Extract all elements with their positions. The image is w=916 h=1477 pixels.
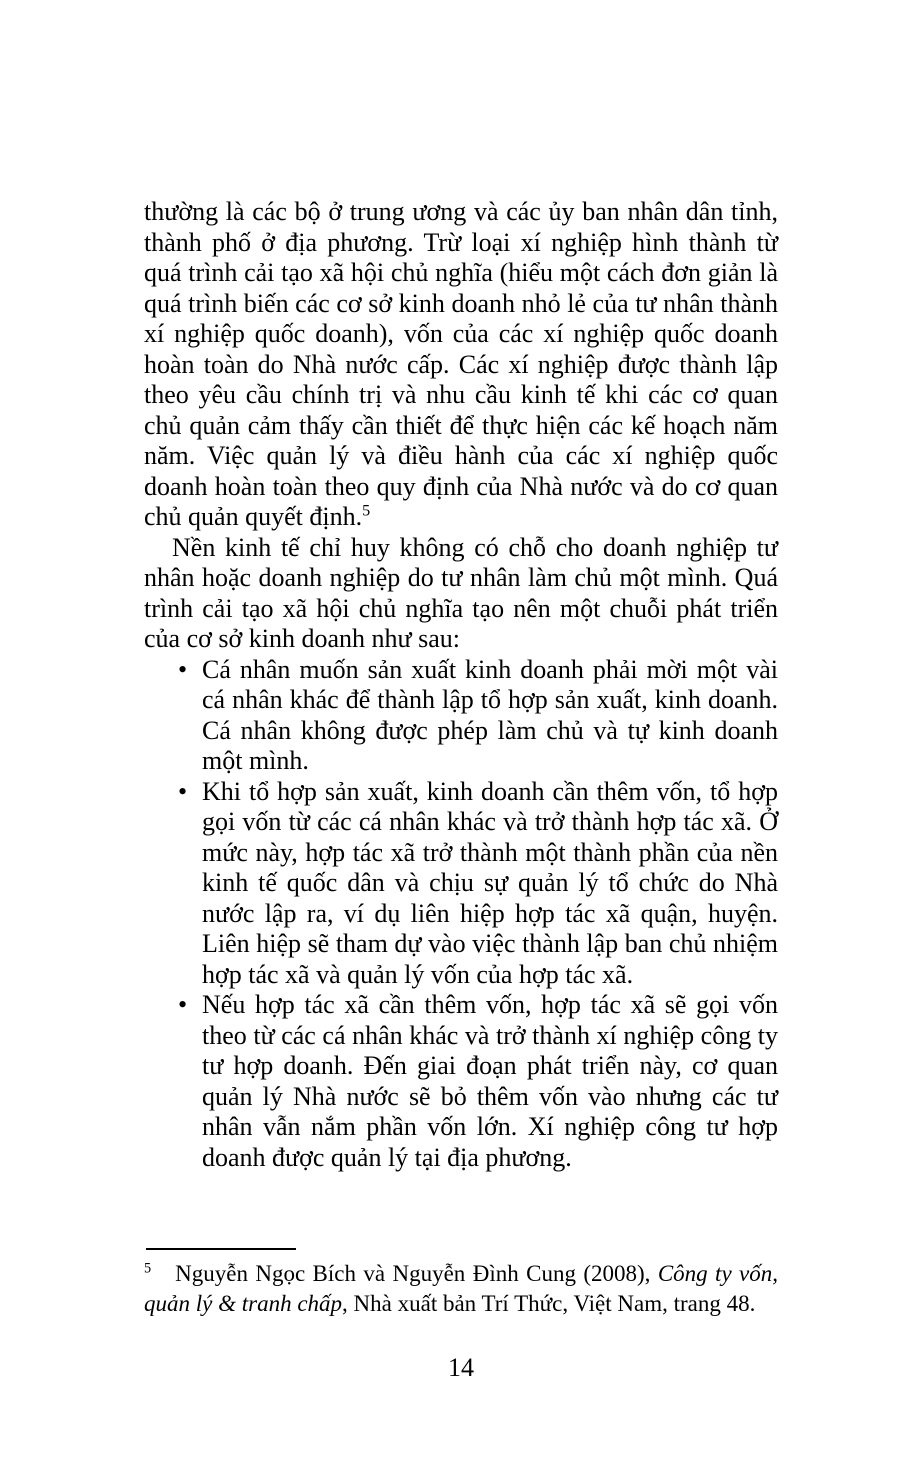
bullet-item-joint-enterprises — [144, 990, 778, 1173]
bullet-item-cooperatives-text: Khi tổ hợp sản xuất, kinh doanh cần thêm vốn, tổ hợp gọi vốn từ các cá nhân khác và trở thành hợp tác xã. Ở mức này, hợp tác xã trở thành một thành phần của nền kinh tế quốc dân và chịu sự quản lý tổ chức do Nhà nước lập ra, ví dụ liên hiệp hợp tác xã quận, huyện. Liên hiệp sẽ tham dự vào việc thành lập ban chủ nhiệm hợp tác xã và quản lý vốn của hợp tác xã. — [202, 776, 778, 989]
footnote-separator-rule — [146, 1248, 296, 1250]
footnote-citation-publisher: , Nhà xuất bản Trí Thức, Việt Nam, trang 48. — [342, 1291, 756, 1316]
bullet-icon: • — [178, 654, 188, 684]
body-text-block — [144, 197, 778, 1173]
bullet-item-cooperatives — [144, 777, 778, 991]
footnote-citation-authors: Nguyễn Ngọc Bích và Nguyễn Đình Cung (2008), — [175, 1261, 658, 1286]
footnote-block — [144, 1248, 778, 1319]
page-number: 14 — [448, 1353, 474, 1382]
bullet-list — [144, 655, 778, 1174]
paragraph-command-economy: Nền kinh tế chỉ huy không có chỗ cho doanh nghiệp tư nhân hoặc doanh nghiệp do tư nhân làm chủ một mình. Quá trình cải tạo xã hội chủ nghĩa tạo nên một chuỗi phát triển của cơ sở kinh doanh như sau: — [144, 532, 778, 653]
footnote-marker: 5 — [144, 1260, 152, 1277]
footnote-citation-book-title: Công ty vốn, quản lý & tranh chấp — [144, 1261, 779, 1316]
bullet-icon: • — [178, 990, 188, 1019]
bullet-item-joint-enterprises-text: Nếu hợp tác xã cần thêm vốn, hợp tác xã sẽ gọi vốn theo từ các cá nhân khác và trở thành xí nghiệp công ty tư hợp doanh. Đến giai đoạn phát triển này, cơ quan quản lý Nhà nước sẽ bỏ thêm vốn vào nhưng các tư nhân vẫn nắm phần vốn lớn. Xí nghiệp công tư hợp doanh được quản lý tại địa phương. — [202, 990, 778, 1172]
bullet-item-individuals-text: Cá nhân muốn sản xuất kinh doanh phải mời một vài cá nhân khác để thành lập tổ hợp sản xuất, kinh doanh. Cá nhân không được phép làm chủ và tự kinh doanh một mình. — [202, 654, 778, 775]
bullet-icon: • — [178, 776, 188, 806]
bullet-item-individuals — [144, 655, 778, 777]
paragraph-state-enterprises — [144, 197, 778, 533]
paragraph-state-enterprises-text: thường là các bộ ở trung ương và các ủy ban nhân dân tỉnh, thành phố ở địa phương. Trừ loại xí nghiệp hình thành từ quá trình cải tạo xã hội chủ nghĩa (hiểu một cách đơn giản là quá trình biến các cơ sở kinh doanh nhỏ lẻ của tư nhân thành xí nghiệp quốc doanh), vốn của các xí nghiệp quốc doanh hoàn toàn do Nhà nước cấp. Các xí nghiệp được thành lập theo yêu cầu chính trị và nhu cầu kinh tế khi các cơ quan chủ quản cảm thấy cần thiết để thực hiện các kế hoạch năm năm. Việc quản lý và điều hành của các xí nghiệp quốc doanh hoàn toàn theo quy định của Nhà nước và do cơ quan chủ quản quyết định. — [144, 197, 778, 531]
footnote-ref-5: 5 — [362, 502, 371, 520]
footnote-text — [144, 1259, 778, 1319]
